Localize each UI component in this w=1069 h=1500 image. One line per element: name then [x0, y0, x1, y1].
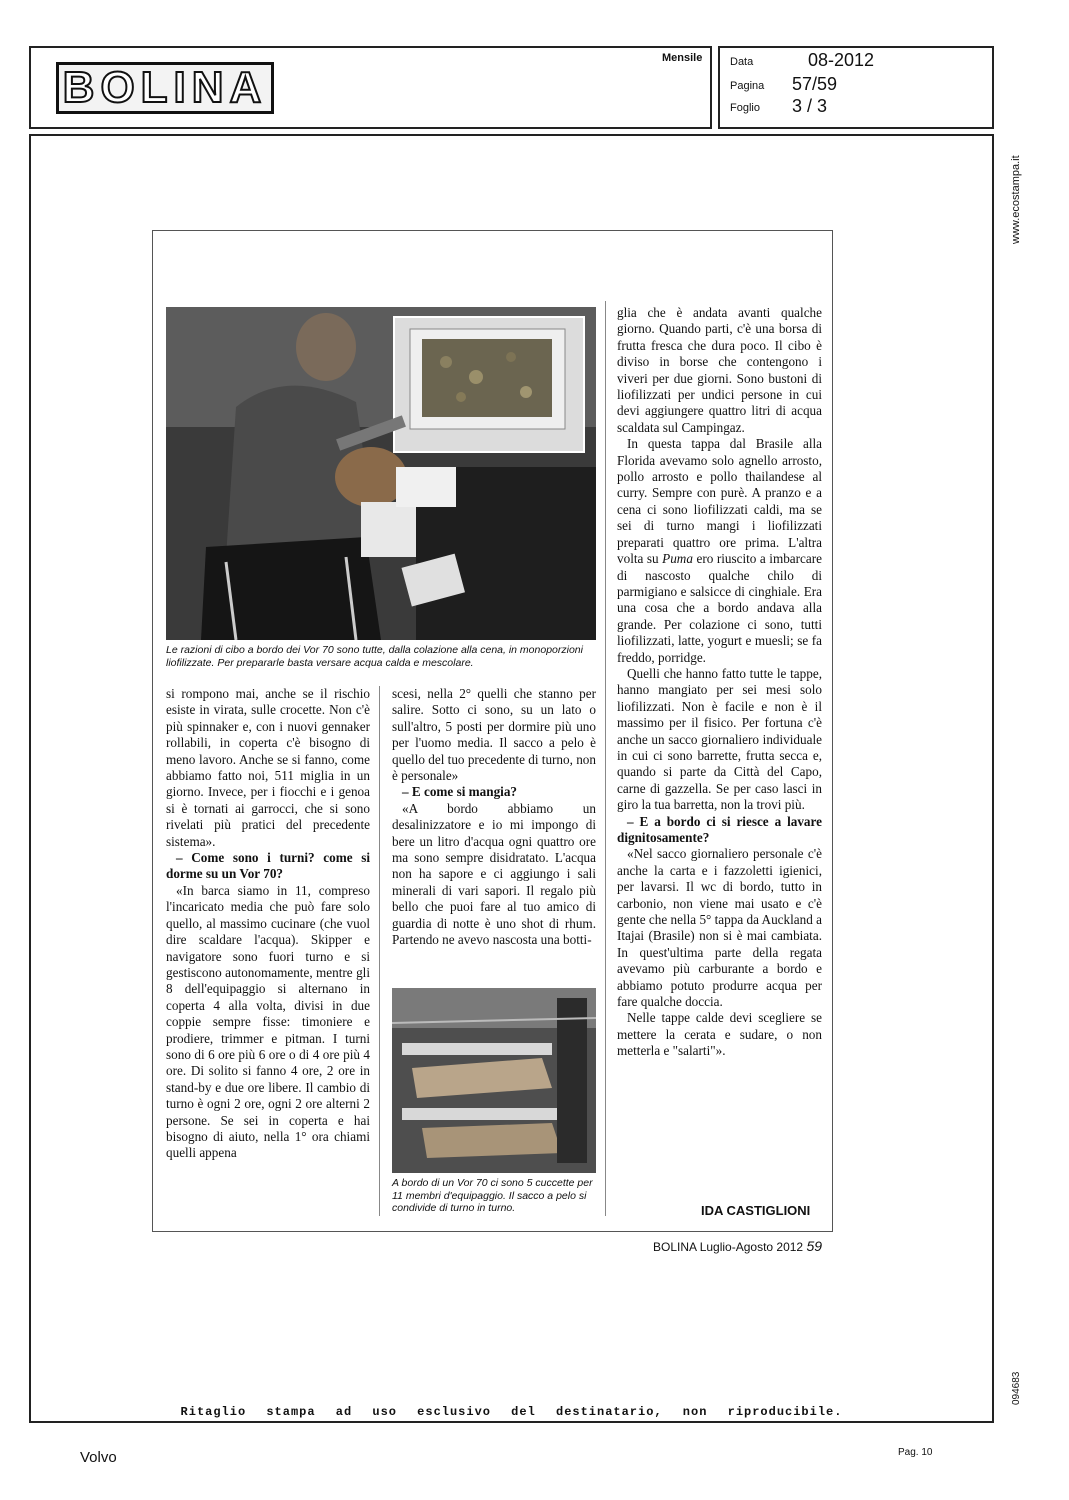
- column-3: [617, 305, 822, 1060]
- col1-paragraph-1: si rompono mai, anche se il rischio esiste in virata, sulle crocette. Non c'è più spinnaker e, con i nuovi gennaker rollabili, in coperta c'è bisogno di meno lavoro. Anche se si fanno, come abbiamo fatto noi, 511 miglia in un giorno. Invece, per i fiocchi e i genoa si è tornati ai garrocci, che si sono rivelati più pratici del precedente sistema».: [166, 686, 370, 849]
- author-byline: IDA CASTIGLIONI: [701, 1203, 811, 1218]
- article-page: [152, 230, 833, 1254]
- col2-question-1: – E come si mangia?: [402, 784, 518, 800]
- col3-paragraph-2: [617, 436, 822, 666]
- column-divider-2: [605, 301, 606, 1216]
- foglio-label: Foglio: [730, 102, 760, 114]
- column-2: [392, 686, 596, 949]
- data-value: 08-2012: [808, 50, 875, 70]
- pagina-value: 57/59: [792, 74, 838, 94]
- col3-question-1: – E a bordo ci si riesce a lavare dignitosamente?: [617, 813, 822, 845]
- col3-paragraph-5: Nelle tappe calde devi scegliere se mettere la cerata e sudare, o non metterla e "salarti"».: [617, 1010, 822, 1059]
- col3-paragraph-3: Quelli che hanno fatto tutte le tappe, hanno mangiato per sei mesi solo liofilizzati. Non è facile e non è il massimo per il fisico. Per fortuna c'è anche un sacco giornaliero individuale in cui ci sono barrette, frutta secca e, quando si parte da Città del Capo, carne di gazzella. Se per caso lasci in giro la tua barretta, non la trovi più.: [617, 665, 822, 813]
- page-counter: Pag. 10: [898, 1447, 933, 1458]
- bunks-photo: [392, 988, 596, 1173]
- side-code: 094683: [1011, 1371, 1022, 1405]
- reproduction-notice: Ritaglio stampa ad uso esclusivo del destinatario, non riproducibile.: [180, 1405, 843, 1419]
- bunks-photo-illustration: [392, 988, 596, 1173]
- col2-paragraph-2: «A bordo abbiamo un desalinizzatore e io mi impongo di bere un litro d'acqua ogni quattro ore ma sono sempre disidratato. L'acqua non ha sapore e ci aggiungo i sali minerali di vari sapori. Il regalo più bello che puoi fare al tuo amico di guardia di notte è uno shot di rhum. Partendo ne avevo nascosta una botti-: [392, 800, 596, 948]
- bunks-photo-caption: A bordo di un Vor 70 ci sono 5 cuccette per 11 membri d'equipaggio. Il sacco a pelo si condivide di turno in turno.: [392, 1177, 593, 1214]
- column-1: [166, 686, 370, 1162]
- col3-paragraph-2b: ero riuscito a imbarcare di nascosto qualche chilo di parmigiano e salsicce di cinghiale. Era una cosa che a bordo andava alla grande. Per colazione ci sono, tutti liofilizzati, latte, yogurt e muesli; se fa freddo, porridge.: [617, 551, 822, 665]
- column-divider-1: [379, 686, 380, 1216]
- side-url: www.ecostampa.it: [1010, 155, 1022, 244]
- top-photo-caption: Le razioni di cibo a bordo dei Vor 70 sono tutte, dalla colazione alla cena, in monoporzioni liofilizzate. Per prepararle basta versare acqua calda e mescolare.: [166, 644, 583, 669]
- col2-paragraph-1: scesi, nella 2° quelli che stanno per salire. Sotto ci sono, su un lato o sull'altro, 5 posti per dormire più uno per l'uomo media. Il sacco a pelo è quello del tuo precedente di turno, non è personale»: [392, 686, 596, 784]
- page-footer: [653, 1238, 822, 1254]
- periodicity-label: Mensile: [662, 52, 703, 64]
- page-number: 59: [806, 1238, 823, 1254]
- col3-paragraph-4: «Nel sacco giornaliero personale c'è anche la carta e i fazzoletti igienici, per lavarsi. Il wc di bordo, tutto in carbonio, non viene mai usato e c'è gente che nella 5° tappa da Auckland a Itajai (Brasile) non si è mai cambiata. In quest'ultima parte della regata avevamo più carburante a bordo e abbiamo potuto produrre acqua per fare qualche doccia.: [617, 846, 822, 1010]
- boat-name-puma: Puma: [662, 551, 693, 567]
- food-photo-illustration: [166, 307, 596, 640]
- data-label: Data: [730, 56, 754, 68]
- page-footer-text: BOLINA Luglio-Agosto 2012: [653, 1240, 804, 1254]
- col3-paragraph-1: glia che è andata avanti qualche giorno. Quando parti, c'è una borsa di frutta fresca che dura poco. Il cibo è diviso in borse che contengono i viveri per due giorni. Sono bustoni di liofilizzati per undici persone in cui devi aggiungere quattro litri di acqua scaldata sul Campingaz.: [617, 305, 822, 435]
- col3-paragraph-2a: In questa tappa dal Brasile alla Florida avevamo solo agnello arrosto, pollo arrosto e pollo thailandese al curry. Sempre con purè. A pranzo e a cena ci sono liofilizzati caldi, ma se sei di turno mangi i liofilizzati preparati quattro ore prima. L'altra volta su: [617, 436, 822, 567]
- pagina-label: Pagina: [730, 80, 765, 92]
- foglio-value: 3 / 3: [792, 96, 828, 116]
- col1-paragraph-2: «In barca siamo in 11, compreso l'incaricato media che può fare solo quello, al massimo cucinare (che vuol dire scaldare l'acqua). Skipper e navigatore sono fuori turno e si gestiscono autonomamente, mentre gli 8 dell'equipaggio si alternano in coperta 4 alla volta, divisi in due coppie sempre fisse: timoniere e prodiere, trimmer e pitman. I turni sono di 6 ore più 6 ore o di 4 ore più 4 ore. Di solito si fanno 4 ore, 2 ore in stand-by e due ore libere. Il cambio di turno è ogni 2 ore, ogni 2 ore alterni 2 persone. Se sei in coperta e hai bisogno di aiuto, nella 1° ora chiami quelli appena: [166, 882, 370, 1161]
- bolina-logo: BOLINA: [56, 62, 274, 114]
- client-name: Volvo: [80, 1449, 117, 1466]
- food-photo: [166, 307, 596, 640]
- col1-question-1: – Come sono i turni? come si dorme su un Vor 70?: [166, 850, 370, 882]
